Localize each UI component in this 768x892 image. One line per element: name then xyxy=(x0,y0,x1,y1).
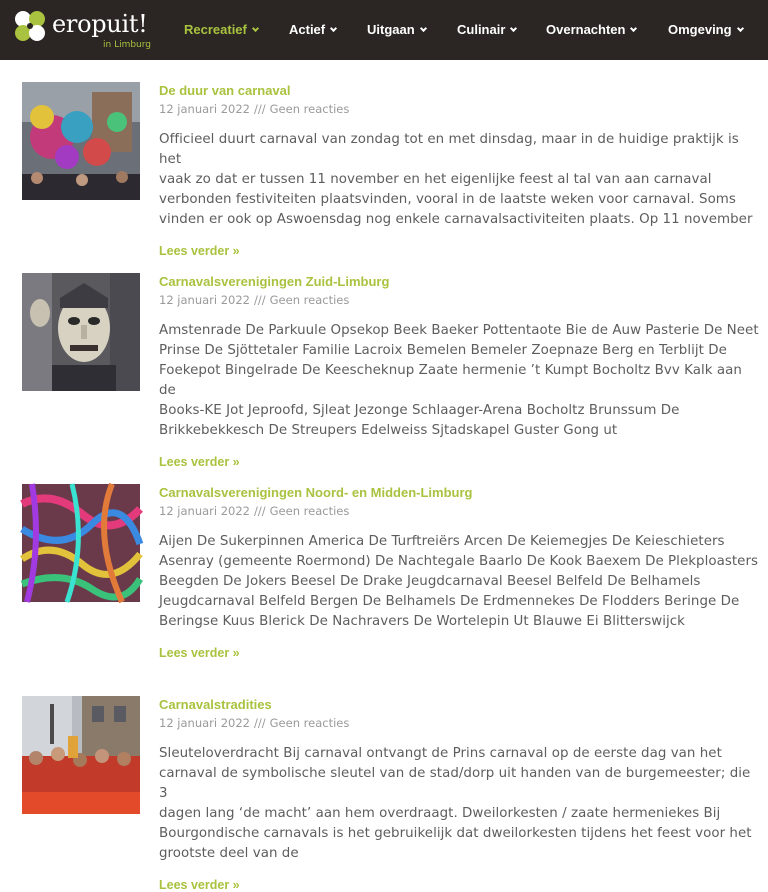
read-more-link[interactable]: Lees verder » xyxy=(159,455,240,469)
post-date: 12 januari 2022 xyxy=(159,504,251,518)
post-date: 12 januari 2022 xyxy=(159,102,251,116)
nav-item-label: Omgeving xyxy=(668,22,732,37)
post-thumbnail[interactable] xyxy=(22,82,140,200)
post-excerpt xyxy=(159,321,759,441)
post-meta xyxy=(159,503,759,519)
post-body xyxy=(159,82,759,258)
read-more-link[interactable]: Lees verder » xyxy=(159,244,240,258)
post-excerpt xyxy=(159,532,759,632)
logo-text: eropuit! xyxy=(52,10,148,38)
excerpt-line: grootste deel van de xyxy=(159,846,299,861)
excerpt-line: Bourgondische carnavals is het gebruikelijk dat dweilorkesten tijdens het feest voor het xyxy=(159,826,752,841)
post-date: 12 januari 2022 xyxy=(159,716,251,730)
excerpt-line: Foekepot Bingelrade De Keescheknup Zaate hermenie ’t Kumpt Bocholtz Bvv Kalk aan de xyxy=(159,363,742,398)
excerpt-line: Officieel duurt carnaval van zondag tot en met dinsdag, maar in de huidige praktijk is het xyxy=(159,132,739,167)
meta-separator: /// xyxy=(254,716,266,730)
chevron-down-icon xyxy=(420,25,427,32)
carnival-parade-image xyxy=(22,696,140,814)
post-title-link[interactable]: Carnavalsverenigingen Noord- en Midden-Limburg xyxy=(159,485,473,500)
post-date: 12 januari 2022 xyxy=(159,293,251,307)
post-thumbnail[interactable] xyxy=(22,696,140,814)
excerpt-line: Prinse De Sjöttetaler Familie Lacroix Bemelen Bemeler Zoepnaze Berg en Terblijt De xyxy=(159,343,727,358)
nav-item-label: Culinair xyxy=(457,22,506,37)
nav-item-recreatief[interactable] xyxy=(184,21,258,39)
post-title-link[interactable]: Carnavalsverenigingen Zuid-Limburg xyxy=(159,274,390,289)
excerpt-line: Beringse Kuus Blerick De Nachravers De Wortelepin Ut Blauwe Ei Blitterswijck xyxy=(159,614,685,629)
excerpt-line: carnaval de symbolische sleutel van de stad/dorp uit handen van de burgemeester; die 3 xyxy=(159,766,751,801)
post-excerpt xyxy=(159,130,759,230)
nav-item-label: Actief xyxy=(289,22,326,37)
carnival-mask-image xyxy=(22,273,140,391)
excerpt-line: Brikkebekkesch De Streupers Edelweiss Sjtadskapel Guster Gong ut xyxy=(159,423,618,438)
nav-item-label: Recreatief xyxy=(184,22,247,37)
nav-item-omgeving[interactable] xyxy=(668,21,743,39)
post-comments-link[interactable]: Geen reacties xyxy=(269,102,350,116)
carnival-float-image xyxy=(22,82,140,200)
post-comments-link[interactable]: Geen reacties xyxy=(269,504,350,518)
nav-item-actief[interactable] xyxy=(289,21,336,39)
chevron-down-icon xyxy=(330,25,337,32)
streamers-image xyxy=(22,484,140,602)
post-excerpt xyxy=(159,744,759,864)
post-meta xyxy=(159,292,759,308)
excerpt-line: vinden er ook op Aswoensdag nog enkele carnavalsactiviteiten plaats. Op 11 november xyxy=(159,212,753,227)
post-title-link[interactable]: De duur van carnaval xyxy=(159,83,291,98)
meta-separator: /// xyxy=(254,504,266,518)
post-thumbnail[interactable] xyxy=(22,484,140,602)
chevron-down-icon xyxy=(737,25,744,32)
nav-item-culinair[interactable] xyxy=(457,21,516,39)
post-thumbnail[interactable] xyxy=(22,273,140,391)
post-meta xyxy=(159,101,759,117)
nav-item-label: Overnachten xyxy=(546,22,626,37)
excerpt-line: Jeugdcarnaval Belfeld Bergen De Belhamels De Erdmennekes De Flodders Beringe De xyxy=(159,594,740,609)
meta-separator: /// xyxy=(254,293,266,307)
post-comments-link[interactable]: Geen reacties xyxy=(269,716,350,730)
nav-item-overnachten[interactable] xyxy=(546,21,636,39)
nav-item-uitgaan[interactable] xyxy=(367,21,426,39)
post-comments-link[interactable]: Geen reacties xyxy=(269,293,350,307)
nav-item-label: Uitgaan xyxy=(367,22,415,37)
excerpt-line: dagen lang ‘de macht’ aan hem overdraagt. Dweilorkesten / zaate hermeniekes Bij xyxy=(159,806,721,821)
excerpt-line: Books-KE Jot Jeproofd, Sjleat Jezonge Schlaager-Arena Bocholtz Brunssum De xyxy=(159,403,680,418)
site-header xyxy=(0,0,768,60)
excerpt-line: Aijen De Sukerpinnen America De Turftreiërs Arcen De Keiemegjes De Keieschieters xyxy=(159,534,725,549)
read-more-link[interactable]: Lees verder » xyxy=(159,646,240,660)
chevron-down-icon xyxy=(510,25,517,32)
chevron-down-icon xyxy=(630,25,637,32)
logo-subtitle: in Limburg xyxy=(103,40,152,50)
excerpt-line: verbonden festiviteiten plaatsvinden, vooral in de laatste weken voor carnaval. Soms xyxy=(159,192,736,207)
chevron-down-icon xyxy=(252,25,259,32)
read-more-link[interactable]: Lees verder » xyxy=(159,878,240,892)
post-body xyxy=(159,696,759,892)
main-nav xyxy=(0,0,768,60)
excerpt-line: Sleuteloverdracht Bij carnaval ontvangt de Prins carnaval op de eerste dag van het xyxy=(159,746,722,761)
excerpt-line: Amstenrade De Parkuule Opsekop Beek Baeker Pottentaote Bie de Auw Pasterie De Neet xyxy=(159,323,759,338)
meta-separator: /// xyxy=(254,102,266,116)
excerpt-line: Beegden De Jokers Beesel De Drake Jeugdcarnaval Beesel Belfeld De Belhamels xyxy=(159,574,701,589)
post-title-link[interactable]: Carnavalstradities xyxy=(159,697,272,712)
excerpt-line: vaak zo dat er tussen 11 november en het eigenlijke feest al tal van aan carnaval xyxy=(159,172,712,187)
excerpt-line: Asenray (gemeente Roermond) De Nachtegale Baarlo De Kook Baexem De Plekploasters xyxy=(159,554,759,569)
post-meta xyxy=(159,715,759,731)
post-body xyxy=(159,273,759,469)
post-body xyxy=(159,484,759,660)
